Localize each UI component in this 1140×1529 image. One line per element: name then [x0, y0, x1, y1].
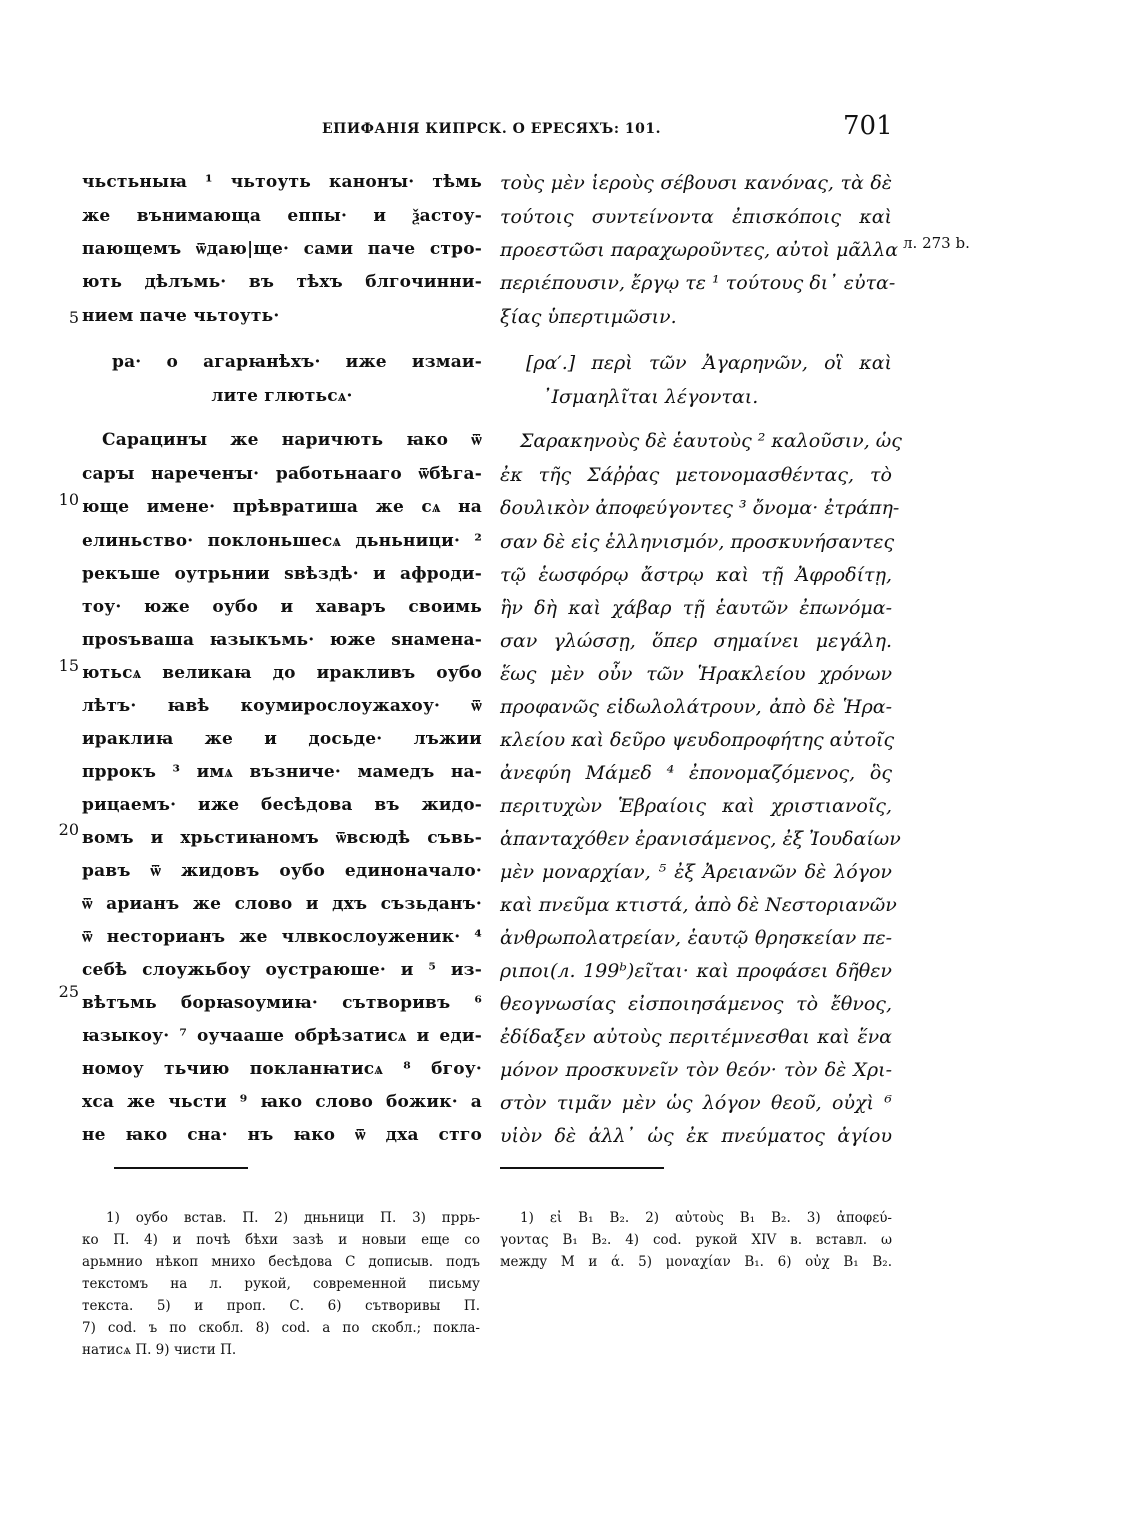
- text-line: вомъ и хрьстиꙗномъ ѿвсюдѣ съвь-: [82, 828, 482, 848]
- line-number: 15: [58, 656, 79, 675]
- text-line: номоу тьчию покланꙗтисѧ ⁸ бгоу·: [82, 1059, 482, 1079]
- text-line: проѕъваша ꙗзыкъмь· юже ѕнамена-: [82, 630, 482, 650]
- text-line: τῷ ἑωσφόρῳ ἄστρῳ καὶ τῇ Ἀφροδίτῃ,: [500, 564, 892, 586]
- text-line: τούτοις συντείνοντα ἐπισκόποις καὶ: [500, 206, 892, 228]
- text-line: ριποι(л. 199ᵇ)εῖται· καὶ προφάσει δῆθεν: [500, 960, 892, 982]
- line-number: 20: [58, 820, 79, 839]
- section-heading: лите глютьсѧ·: [211, 386, 353, 406]
- line-number: 5: [68, 308, 79, 327]
- text-line: ἁπανταχόθεν ἐρανισάμενος, ἐξ Ἰουδαίων: [500, 828, 901, 850]
- text-line: υἱὸν δὲ ἀλλ᾽ ὡς ἐκ πνεύματος ἁγίου: [500, 1125, 892, 1147]
- text-line: περιτυχὼν Ἑβραίοις καὶ χριστιανοῖς,: [500, 795, 892, 817]
- text-line: προεστῶσι παραχωροῦντες, αὐτοὶ μᾶλλα: [500, 239, 899, 261]
- footnote-rule-left: [114, 1167, 248, 1169]
- text-line: пррокъ ³ имѧ възниче· мамедъ на-: [82, 762, 482, 782]
- text-line: ἀνεφύη Μάμεδ ⁴ ἐπονομαζόμενος, ὃς: [500, 762, 892, 784]
- text-line: ἕως μὲν οὖν τῶν Ἡρακλείου χρόνων: [500, 663, 892, 685]
- text-line: καὶ πνεῦμα κτιστά, ἀπὸ δὲ Νεστοριανῶν: [500, 894, 897, 916]
- text-line: нием паче чьтоуть·: [82, 306, 280, 326]
- text-line: Σαρακηνοὺς δὲ ἑαυτοὺς ² καλοῦσιν, ὡς: [520, 430, 902, 452]
- text-line: елиньство· поклоньшесѧ дьньници· ²: [82, 531, 482, 551]
- text-line: тоу· юже оубо и хаваръ своимь: [82, 597, 482, 617]
- text-line: пающемъ ѿдаю|ще· сами паче стро-: [82, 239, 482, 259]
- footnote-line: 7) cod. ъ по скобл. 8) cod. а по скобл.; покла-: [82, 1320, 480, 1336]
- text-line: же вънимающа еппы· и ѯастоу-: [82, 206, 482, 226]
- text-line: προφανῶς εἰδωλολάτρουν, ἀπὸ δὲ Ἡρα-: [500, 696, 892, 718]
- text-line: ѿ арианъ же слово и дхъ съзьданъ·: [82, 894, 482, 914]
- text-line: κλείου καὶ δεῦρο ψευδοπροφήτης αὐτοῖς: [500, 729, 895, 751]
- text-line: рекъше оутрьнии ѕвѣздѣ· и афроди-: [82, 564, 482, 584]
- text-line: себѣ слоужьбоу оустраюше· и ⁵ из-: [82, 960, 482, 980]
- text-line: ꙗзыкоу· ⁷ оучааше обрѣзатисѧ и еди-: [82, 1026, 482, 1046]
- text-line: сарꙑ нареченꙑ· работьнааго ѿбѣга-: [82, 464, 482, 484]
- section-heading: [ρα′.] περὶ τῶν Ἀγαρηνῶν, οἳ καὶ: [526, 352, 892, 374]
- text-line: μόνον προσκυνεῖν τὸν θεόν· τὸν δὲ Χρι-: [500, 1059, 892, 1081]
- footnote-line: арьмнио нѣкоп мнихо бесѣдова С дописыв. подъ: [82, 1254, 480, 1270]
- text-line: не ꙗко сна· нъ ꙗко ѿ дха стго: [82, 1125, 482, 1145]
- text-line: ἀνθρωπολατρείαν, ἑαυτῷ θρησκείαν πε-: [500, 927, 892, 949]
- line-number: 25: [58, 982, 79, 1001]
- text-line: хса же чьсти ⁹ ꙗко слово божик· а: [82, 1092, 482, 1112]
- text-line: περιέπουσιν, ἔργῳ τε ¹ τούτους δι᾽ εὐτα-: [500, 272, 896, 294]
- text-line: равъ ѿ жидовъ оубо единоначало·: [82, 861, 482, 881]
- text-line: ἐδίδαξεν αὐτοὺς περιτέμνεσθαι καὶ ἕνα: [500, 1026, 892, 1048]
- text-line: σαν δὲ εἰς ἑλληνισμόν, προσκυνήσαντες: [500, 531, 895, 553]
- text-line: δουλικὸν ἀποφεύγοντες ³ ὄνομα· ἐτράπη-: [500, 497, 900, 519]
- text-line: ѿ несторианъ же члвкослоуженик· ⁴: [82, 927, 482, 947]
- section-heading: ᾽Ισμαηλῖται λέγονται.: [542, 386, 759, 408]
- text-line: θεογνωσίας εἰσποιησάμενος τὸ ἔθνος,: [500, 993, 892, 1015]
- text-line: лѣтъ· ꙗвѣ коумирослоужахоу· ѿ: [82, 696, 482, 716]
- margin-note: л. 273 b.: [903, 234, 970, 252]
- text-line: рицаемъ· иже бесѣдова въ жидо-: [82, 795, 482, 815]
- text-line: вѣтъмь борꙗѕоумиꙗ· сътворивъ ⁶: [82, 993, 482, 1013]
- text-line: μὲν μοναρχίαν, ⁵ ἐξ Ἀρειανῶν δὲ λόγον: [500, 861, 892, 883]
- footnote-line: γοντας B₁ B₂. 4) cod. рукой XIV в. вставл. ω: [500, 1232, 892, 1248]
- footnote-line: текста. 5) и проп. С. 6) сътворивы П.: [82, 1298, 480, 1314]
- text-line: τοὺς μὲν ἱεροὺς σέβουσι κανόνας, τὰ δὲ: [500, 172, 892, 194]
- section-heading: ра· о агарꙗнѣхъ· иже измаи-: [112, 352, 482, 372]
- footnote-line: 1) оубо встав. П. 2) дньници П. 3) пррь-: [106, 1210, 480, 1226]
- text-line: ἐκ τῆς Σάῤῥας μετονομασθέντας, τὸ: [500, 464, 892, 486]
- footnote-line: между M и ά. 5) μοναχίαν B₁. 6) οὐχ B₁ B₂.: [500, 1254, 892, 1270]
- footnote-line: 1) εἰ B₁ B₂. 2) αὐτοὺς B₁ B₂. 3) ἀποφεύ-: [520, 1210, 892, 1226]
- footnote-line: ко П. 4) и почѣ бѣхи зазѣ и новыи еще со: [82, 1232, 480, 1248]
- footnote-line: натисѧ П. 9) чисти П.: [82, 1342, 237, 1358]
- text-line: σαν γλώσσῃ, ὅπερ σημαίνει μεγάλη.: [500, 630, 892, 652]
- text-line: Сарацинꙑ же наричють ꙗко ѿ: [102, 430, 482, 450]
- text-line: ἣν δὴ καὶ χάβαρ τῇ ἑαυτῶν ἐπωνόμα-: [500, 597, 892, 619]
- text-line: στὸν τιμᾶν μὲν ὡς λόγον θεοῦ, οὐχὶ ⁶: [500, 1092, 892, 1114]
- footnote-line: текстомъ на л. рукой, современной письму: [82, 1276, 480, 1292]
- text-line: ираклиꙗ же и досьде· лъжии: [82, 729, 482, 749]
- text-line: ють дѣлъмь· въ тѣхъ блгочинни-: [82, 272, 482, 292]
- line-number: 10: [58, 490, 79, 509]
- page-number: 701: [843, 111, 893, 141]
- footnote-rule-right: [500, 1167, 664, 1169]
- running-title: ЕПИФАНІЯ КИПРСК. О ЕРЕСЯХЪ: 101.: [322, 121, 661, 137]
- text-line: юще имене· прѣвратиша же сѧ на: [82, 497, 482, 517]
- text-line: ютьсѧ великаꙗ до иракливъ оубо: [82, 663, 482, 683]
- text-line: ξίας ὑπερτιμῶσιν.: [500, 306, 677, 328]
- text-line: чьстьныꙗ ¹ чьтоуть канонꙑ· тѣмь: [82, 172, 482, 192]
